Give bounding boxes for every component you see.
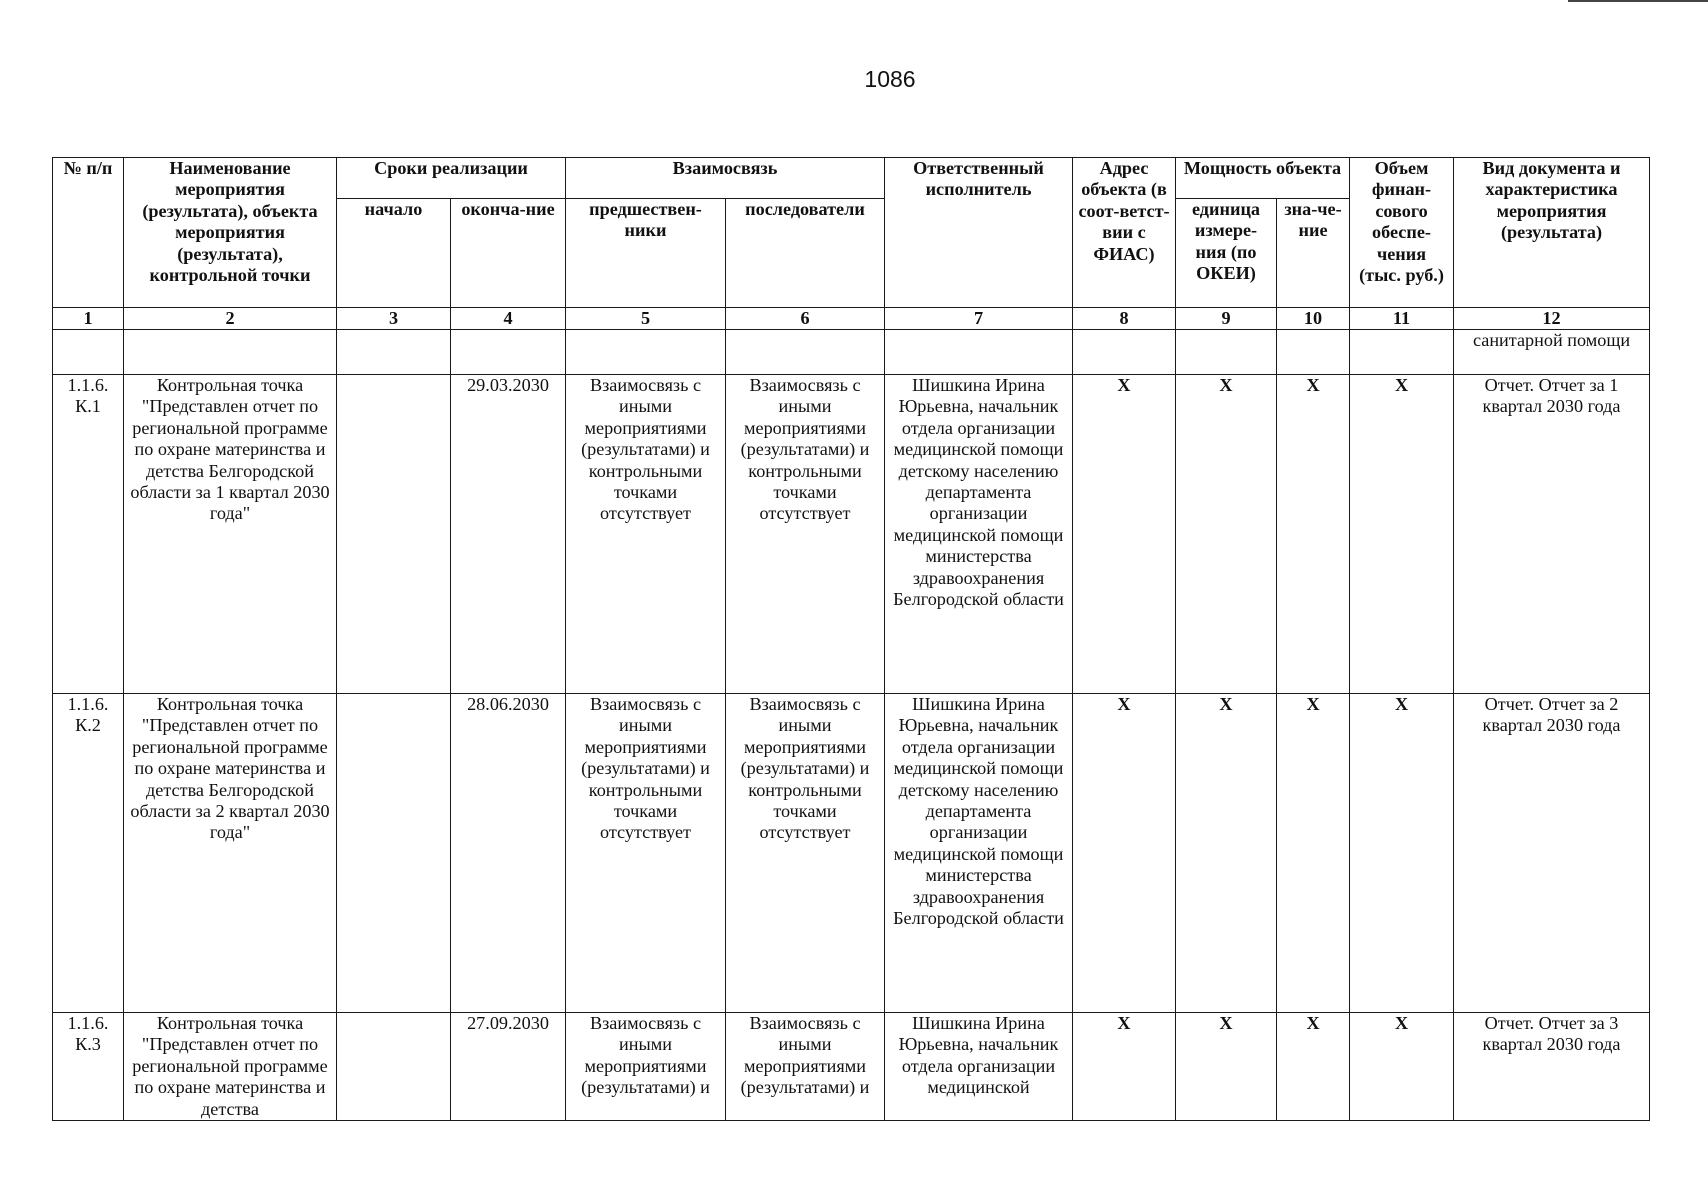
header-document: Вид документа и характеристика мероприятия (результата) (1454, 158, 1650, 308)
row-number: 1.1.6. К.1 (53, 375, 124, 694)
row-unit: X (1176, 694, 1277, 1013)
row-document: Отчет. Отчет за 1 квартал 2030 года (1454, 375, 1650, 694)
header-name: Наименование мероприятия (результата), объекта мероприятия (результата), контрольной точки (124, 158, 337, 308)
header-link-group: Взаимосвязь (566, 158, 885, 199)
row-value: X (1277, 375, 1350, 694)
row-predecessors: Взаимосвязь с иными мероприятиями (результатами) и контрольными точками отсутствует (566, 694, 726, 1013)
row-end: 29.03.2030 (451, 375, 566, 694)
row-end: 28.06.2030 (451, 694, 566, 1013)
row-document: Отчет. Отчет за 2 квартал 2030 года (1454, 694, 1650, 1013)
column-number: 12 (1454, 308, 1650, 330)
row-name: Контрольная точка "Представлен отчет по региональной программе по охране материнства и детства (124, 1013, 337, 1121)
continuation-text: санитарной помощи (1454, 330, 1650, 375)
header-value: зна-че-ние (1277, 199, 1350, 308)
row-executor: Шишкина Ирина Юрьевна, начальник отдела организации медицинской помощи детскому населению департамента организации медицинской помощи министерства здравоохранения Белгородской области (885, 694, 1073, 1013)
row-value: X (1277, 694, 1350, 1013)
header-address: Адрес объекта (в соот-ветст-вии с ФИАС) (1073, 158, 1176, 308)
row-address: X (1073, 694, 1176, 1013)
row-executor: Шишкина Ирина Юрьевна, начальник отдела организации медицинской помощи детскому населению департамента организации медицинской помощи министерства здравоохранения Белгородской области (885, 375, 1073, 694)
row-address: X (1073, 1013, 1176, 1121)
header-executor: Ответственный исполнитель (885, 158, 1073, 308)
table-row (53, 1013, 1650, 1121)
row-predecessors: Взаимосвязь с иными мероприятиями (результатами) и (566, 1013, 726, 1121)
column-number: 10 (1277, 308, 1350, 330)
header-capacity-group: Мощность объекта (1176, 158, 1350, 199)
row-executor: Шишкина Ирина Юрьевна, начальник отдела организации медицинской (885, 1013, 1073, 1121)
table-row (53, 375, 1650, 694)
implementation-plan-table (52, 157, 1650, 1121)
header-unit: единица измере-ния (по ОКЕИ) (1176, 199, 1277, 308)
row-number: 1.1.6. К.2 (53, 694, 124, 1013)
column-number: 2 (124, 308, 337, 330)
row-unit: X (1176, 1013, 1277, 1121)
column-number: 9 (1176, 308, 1277, 330)
row-finance: X (1350, 1013, 1454, 1121)
table-row (53, 694, 1650, 1013)
header-end: оконча-ние (451, 199, 566, 308)
column-number-row (53, 308, 1650, 330)
header-terms-group: Сроки реализации (337, 158, 566, 199)
continuation-row (53, 330, 1650, 375)
header-successors: последователи (726, 199, 885, 308)
row-start (337, 694, 451, 1013)
header-row-1 (53, 158, 1650, 199)
row-start (337, 1013, 451, 1121)
column-number: 4 (451, 308, 566, 330)
header-predecessors: предшествен-ники (566, 199, 726, 308)
top-edge-rule (1568, 0, 1708, 2)
row-finance: X (1350, 375, 1454, 694)
row-successors: Взаимосвязь с иными мероприятиями (результатами) и контрольными точками отсутствует (726, 375, 885, 694)
column-number: 6 (726, 308, 885, 330)
header-number: № п/п (53, 158, 124, 308)
row-number: 1.1.6. К.3 (53, 1013, 124, 1121)
row-name: Контрольная точка "Представлен отчет по региональной программе по охране материнства и детства Белгородской области за 1 квартал 2030 года" (124, 375, 337, 694)
row-predecessors: Взаимосвязь с иными мероприятиями (результатами) и контрольными точками отсутствует (566, 375, 726, 694)
column-number: 11 (1350, 308, 1454, 330)
header-finance: Объем финан-сового обеспе-чения (тыс. руб.) (1350, 158, 1454, 308)
row-end: 27.09.2030 (451, 1013, 566, 1121)
row-successors: Взаимосвязь с иными мероприятиями (результатами) и (726, 1013, 885, 1121)
column-number: 8 (1073, 308, 1176, 330)
header-start: начало (337, 199, 451, 308)
row-address: X (1073, 375, 1176, 694)
row-unit: X (1176, 375, 1277, 694)
column-number: 5 (566, 308, 726, 330)
row-document: Отчет. Отчет за 3 квартал 2030 года (1454, 1013, 1650, 1121)
column-number: 7 (885, 308, 1073, 330)
row-value: X (1277, 1013, 1350, 1121)
row-finance: X (1350, 694, 1454, 1013)
column-number: 1 (53, 308, 124, 330)
row-name: Контрольная точка "Представлен отчет по региональной программе по охране материнства и детства Белгородской области за 2 квартал 2030 года" (124, 694, 337, 1013)
page-number: 1086 (864, 66, 916, 92)
column-number: 3 (337, 308, 451, 330)
row-successors: Взаимосвязь с иными мероприятиями (результатами) и контрольными точками отсутствует (726, 694, 885, 1013)
row-start (337, 375, 451, 694)
